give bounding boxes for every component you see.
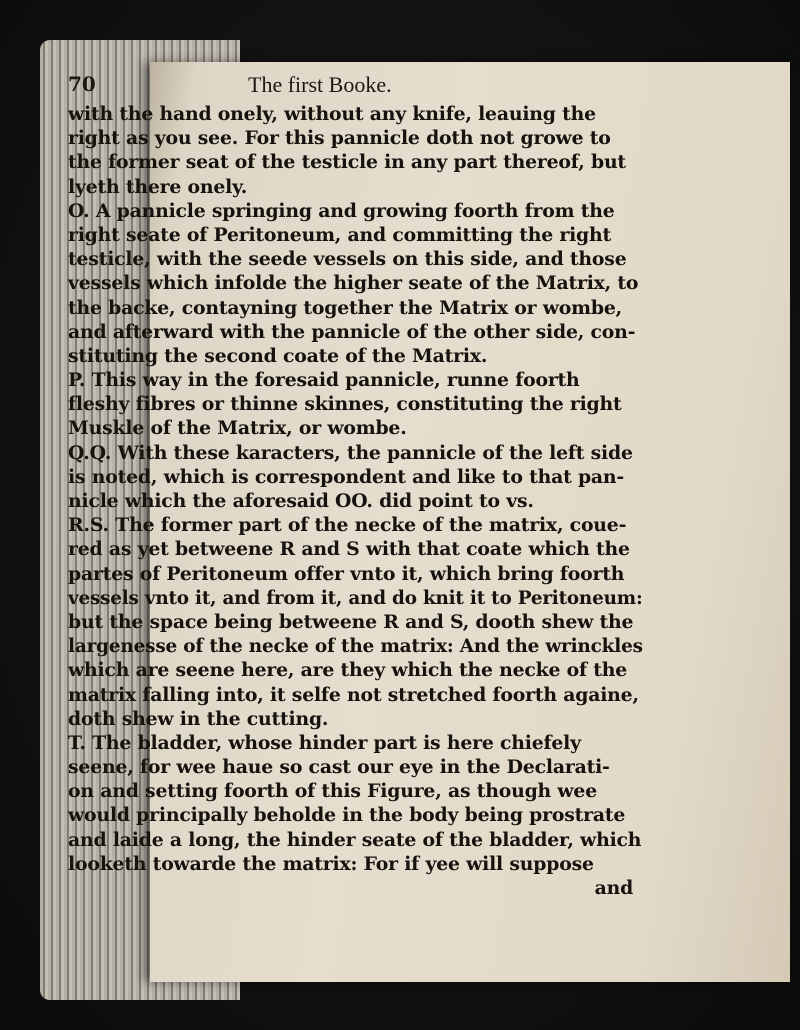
text-line: looketh towarde the matrix: For if yee will suppose [68, 852, 594, 875]
text-line: Muskle of the Matrix, or wombe. [68, 417, 407, 440]
text-line: P. This way in the foresaid pannicle, runne foorth [68, 369, 580, 392]
text-line: red as yet betweene R and S with that coate which the [68, 538, 630, 561]
text-line: and laide a long, the hinder seate of the bladder, which [68, 828, 642, 851]
text-line: doth shew in the cutting. [68, 707, 329, 730]
text-line: but the space being betweene R and S, dooth shew the [68, 610, 634, 633]
text-line: with the hand onely, without any knife, leauing the [68, 103, 596, 125]
text-line: vessels which infolde the higher seate of the Matrix, to [68, 272, 639, 295]
text-line: the former seat of the testicle in any part thereof, but [68, 151, 626, 174]
text-line: right as you see. For this pannicle doth not growe to [68, 127, 611, 150]
text-line: which are seene here, are they which the necke of the [68, 659, 628, 682]
text-line: partes of Peritoneum offer vnto it, which bring foorth [68, 562, 625, 585]
text-line: nicle which the aforesaid OO. did point to vs. [68, 490, 534, 512]
text-line: largenesse of the necke of the matrix: And the wrinckles [68, 635, 643, 658]
text-line: testicle, with the seede vessels on this side, and those [68, 248, 627, 271]
text-line: O. A pannicle springing and growing foorth from the [68, 199, 615, 222]
text-line: would principally beholde in the body being prostrate [68, 804, 626, 827]
catchword: and [594, 877, 634, 899]
text-line: and afterward with the pannicle of the other side, con- [68, 320, 636, 343]
text-line: stituting the second coate of the Matrix. [68, 344, 488, 367]
text-line: the backe, contayning together the Matrix or wombe, [68, 296, 622, 319]
page-header [68, 72, 588, 102]
text-line: right seate of Peritoneum, and committing the right [68, 223, 612, 246]
text-line: Q.Q. With these karacters, the pannicle of the left side [68, 441, 633, 464]
text-line: fleshy fibres or thinne skinnes, constituting the right [68, 393, 622, 416]
text-line: T. The bladder, whose hinder part is here chiefely [68, 731, 581, 754]
running-head: The first Booke. [248, 72, 392, 97]
text-line: R.S. The former part of the necke of the matrix, coue- [68, 514, 627, 537]
text-line: seene, for wee haue so cast our eye in the Declarati- [68, 756, 610, 779]
body-text [68, 102, 648, 900]
page-number: 70 [68, 72, 96, 96]
text-line: on and setting foorth of this Figure, as though wee [68, 780, 597, 803]
text-line: matrix falling into, it selfe not stretched foorth againe, [68, 683, 639, 706]
text-line: vessels vnto it, and from it, and do knit it to Peritoneum: [68, 586, 643, 609]
text-line: is noted, which is correspondent and like to that pan- [68, 465, 625, 488]
text-line: lyeth there onely. [68, 175, 248, 198]
